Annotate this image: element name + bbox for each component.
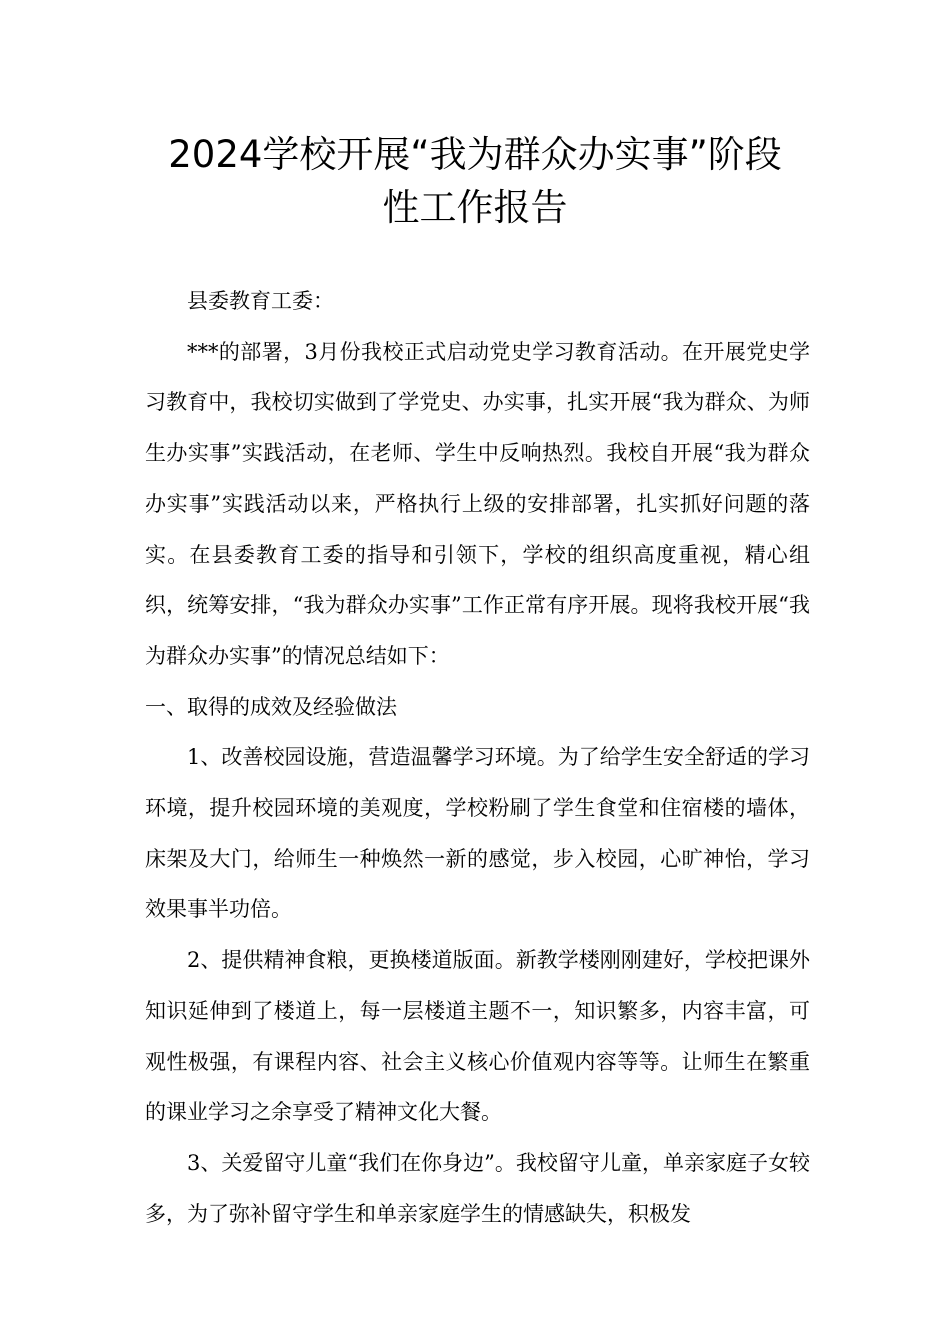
paragraph-item-2: 2、提供精神食粮，更换楼道版面。新教学楼刚刚建好，学校把课外知识延伸到了楼道上，每一层楼道主题不一，知识繁多，内容丰富，可观性极强，有课程内容、社会主义核心价值观内容等等。让师生在繁重的课业学习之余享受了精神文化大餐。 [145, 948, 810, 1125]
salutation: 县委教育工委： [187, 289, 334, 313]
document-title [130, 128, 820, 234]
intro-paragraph: ***的部署，3月份我校正式启动党史学习教育活动。在开展党史学习教育中，我校切实做到了学党史、办实事，扎实开展“我为群众、为师生办实事”实践活动，在老师、学生中反响热烈。我校自开展“我为群众办实事”实践活动以来，严格执行上级的安排部署，扎实抓好问题的落实。在县委教育工委的指导和引领下，学校的组织高度重视，精心组织，统筹安排，“我为群众办实事”工作正常有序开展。现将我校开展“我为群众办实事”的情况总结如下： [145, 339, 810, 668]
title-line-1: 2024学校开展“我为群众办实事”阶段 [168, 133, 782, 176]
section-heading: 一、取得的成效及经验做法 [145, 694, 397, 719]
title-line-2: 性工作报告 [382, 186, 568, 229]
document-body [145, 276, 810, 1239]
paragraph-item-3: 3、关爱留守儿童“我们在你身边”。我校留守儿童，单亲家庭子女较多，为了弥补留守学生和单亲家庭学生的情感缺失，积极发 [145, 1150, 810, 1226]
paragraph-item-1: 1、改善校园设施，营造温馨学习环境。为了给学生安全舒适的学习环境，提升校园环境的美观度，学校粉刷了学生食堂和住宿楼的墙体，床架及大门，给师生一种焕然一新的感觉，步入校园，心旷神怡，学习效果事半功倍。 [145, 745, 810, 922]
